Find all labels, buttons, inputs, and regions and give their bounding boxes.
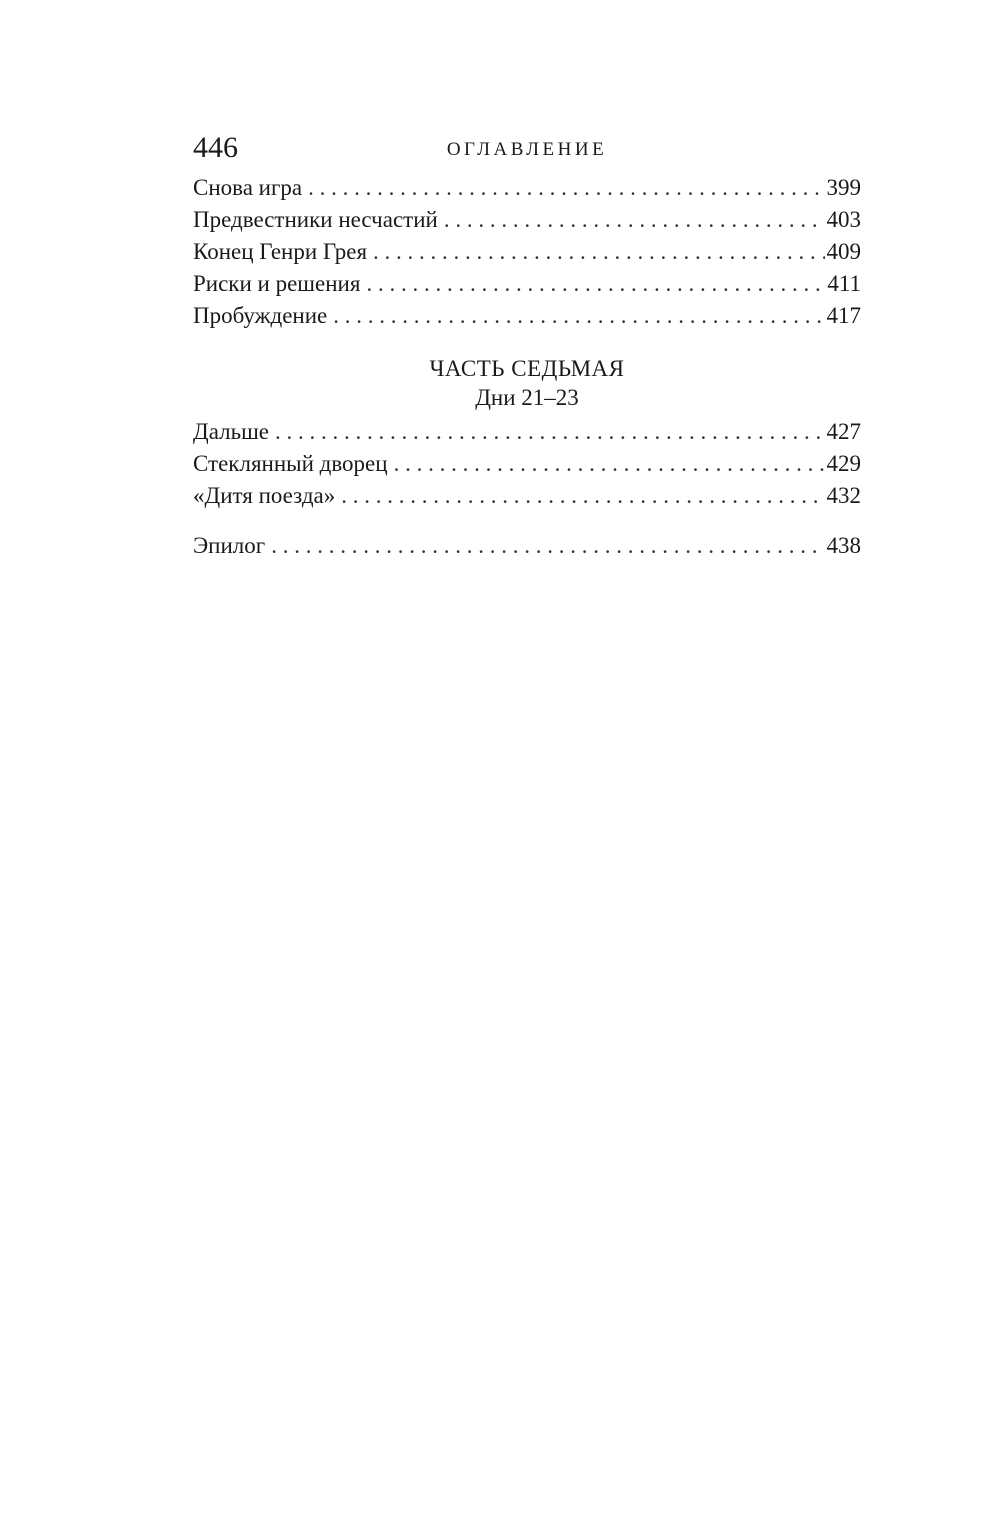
toc-entry[interactable] (193, 416, 861, 448)
dot-leader (444, 204, 825, 236)
toc-entry-page: 427 (826, 419, 861, 444)
toc-list-epilogue (193, 530, 861, 562)
toc-entry-title: Дальше (193, 419, 269, 444)
part-title: ЧАСТЬ СЕДЬМАЯ (429, 356, 625, 381)
toc-list-part-seven (193, 416, 861, 512)
dot-leader (333, 300, 824, 332)
dot-leader (341, 480, 824, 512)
running-head (193, 128, 861, 172)
dot-leader (271, 530, 824, 562)
part-subtitle: Дни 21–23 (475, 385, 579, 410)
toc-entry-epilogue[interactable] (193, 530, 861, 562)
toc-entry[interactable] (193, 172, 861, 204)
toc-entry-page: 417 (826, 303, 861, 328)
toc-page (193, 128, 861, 562)
running-title: ОГЛАВЛЕНИЕ (446, 139, 608, 160)
dot-leader (308, 172, 824, 204)
dot-leader (275, 416, 825, 448)
toc-entry-page: 411 (827, 271, 861, 296)
toc-entry[interactable] (193, 448, 861, 480)
toc-entry[interactable] (193, 268, 861, 300)
dot-leader (366, 268, 825, 300)
toc-list-section-1 (193, 172, 861, 332)
toc-entry-page: 429 (826, 451, 861, 476)
toc-entry-title: Стеклянный дворец (193, 451, 388, 476)
toc-entry-title: Эпилог (193, 533, 266, 558)
toc-entry[interactable] (193, 480, 861, 512)
toc-entry-page: 399 (826, 175, 861, 200)
toc-entry[interactable] (193, 236, 861, 268)
toc-entry-title: Риски и решения (193, 271, 361, 296)
toc-entry-page: 432 (826, 483, 861, 508)
part-heading (193, 354, 861, 412)
toc-entry[interactable] (193, 300, 861, 332)
toc-entry-title: Снова игра (193, 175, 303, 200)
toc-entry-title: Предвестники несчастий (193, 207, 438, 232)
toc-entry-title: «Дитя поезда» (193, 483, 336, 508)
page-number: 446 (193, 131, 238, 164)
toc-entry-page: 438 (826, 533, 861, 558)
dot-leader (394, 448, 825, 480)
dot-leader (373, 236, 824, 268)
toc-entry-page: 409 (826, 239, 861, 264)
toc-entry[interactable] (193, 204, 861, 236)
toc-entry-page: 403 (826, 207, 861, 232)
toc-entry-title: Конец Генри Грея (193, 239, 368, 264)
toc-entry-title: Пробуждение (193, 303, 328, 328)
